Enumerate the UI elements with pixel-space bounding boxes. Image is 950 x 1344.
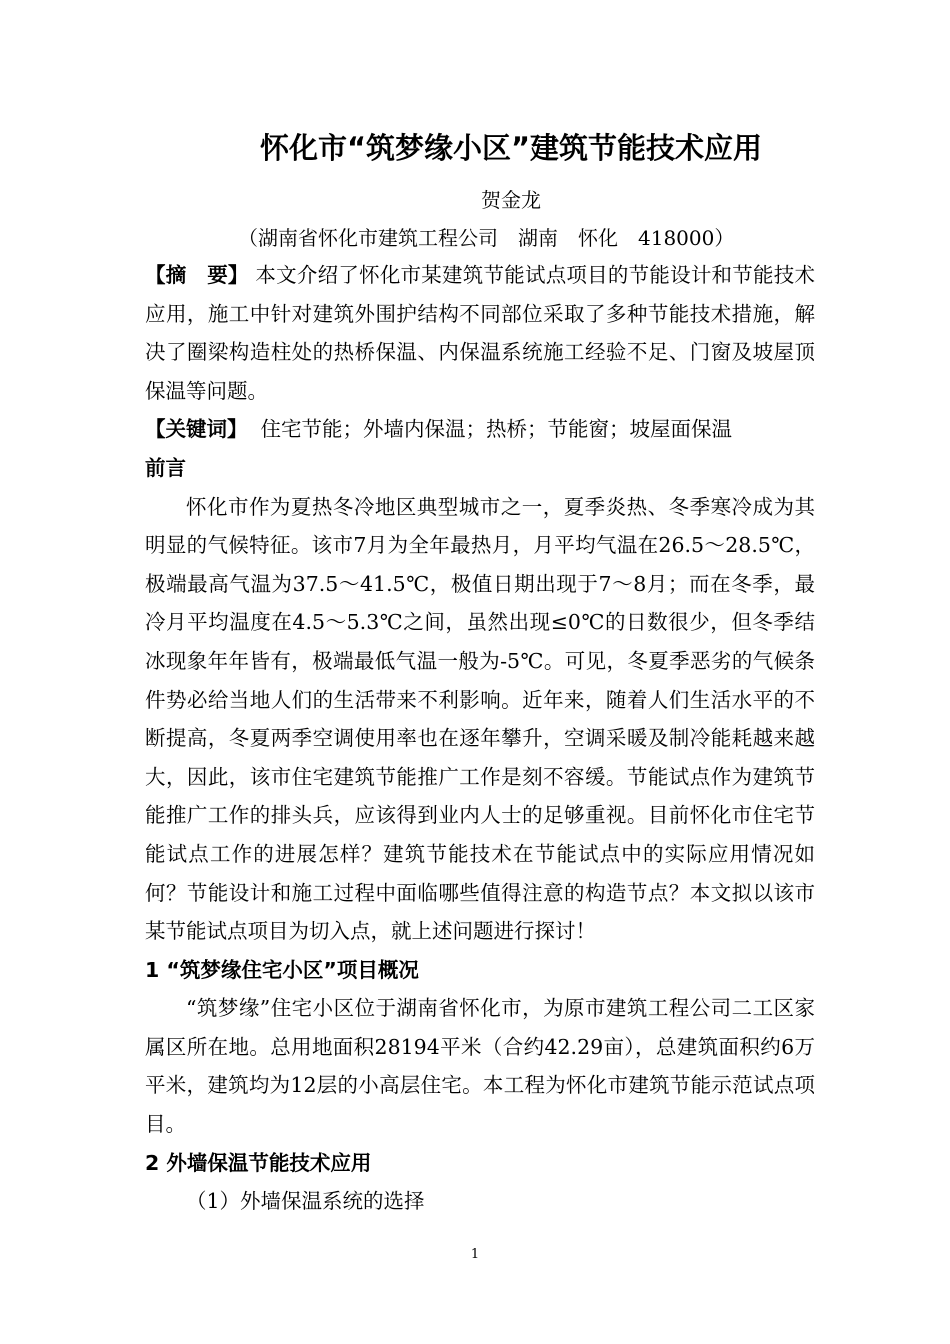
abstract-label: 【摘 要】: [145, 263, 249, 287]
document-body: [145, 256, 815, 1221]
document-title: 怀化市“筑梦缘小区”建筑节能技术应用: [259, 131, 763, 165]
preface-heading: 前言: [145, 455, 186, 480]
author-name: 贺金龙: [481, 188, 541, 212]
keywords-text: 住宅节能；外墙内保温；热桥；节能窗；坡屋面保温: [260, 417, 733, 442]
abstract-paragraph: [145, 256, 815, 410]
section-1-heading: 1 “筑梦缘住宅小区”项目概况: [145, 957, 419, 982]
author-affiliation: （湖南省怀化市建筑工程公司 湖南 怀化 418000）: [238, 226, 735, 250]
keywords-label: 【关键词】: [145, 417, 248, 442]
keywords-paragraph: [145, 410, 815, 449]
abstract-text: 本文介绍了怀化市某建筑节能试点项目的节能设计和节能技术应用，施工中针对建筑外围护结构不同部位采取了多种节能技术措施，解决了圈梁构造柱处的热桥保温、内保温系统施工经验不足、门窗及坡屋顶保温等问题。: [145, 263, 815, 403]
preface-paragraph: 怀化市作为夏热冬冷地区典型城市之一，夏季炎热、冬季寒冷成为其明显的气候特征。该市7月为全年最热月，月平均气温在26.5～28.5℃，极端最高气温为37.5～41.5℃，极值日期出现于7～8月；而在冬季，最冷月平均温度在4.5～5.3℃之间，虽然出现≤0℃的日数很少，但冬季结冰现象年年皆有，极端最低气温一般为-5℃。可见，冬夏季恶劣的气候条件势必给当地人们的生活带来不利影响。近年来，随着人们生活水平的不断提高，冬夏两季空调使用率也在逐年攀升，空调采暖及制冷能耗越来越大，因此，该市住宅建筑节能推广工作是刻不容缓。节能试点作为建筑节能推广工作的排头兵，应该得到业内人士的足够重视。目前怀化市住宅节能试点工作的进展怎样？建筑节能技术在节能试点中的实际应用情况如何？节能设计和施工过程中面临哪些值得注意的构造节点？本文拟以该市某节能试点项目为切入点，就上述问题进行探讨！: [145, 494, 815, 944]
section-2-subheading: （1）外墙保温系统的选择: [186, 1189, 425, 1214]
page-number: 1: [470, 1247, 480, 1262]
section-1-paragraph: “筑梦缘”住宅小区位于湖南省怀化市，为原市建筑工程公司二工区家属区所在地。总用地面积28194平米（合约42.29亩），总建筑面积约6万平米，建筑均为12层的小高层住宅。本工程为怀化市建筑节能示范试点项目。: [145, 996, 815, 1137]
section-2-heading: 2 外墙保温节能技术应用: [145, 1150, 372, 1175]
